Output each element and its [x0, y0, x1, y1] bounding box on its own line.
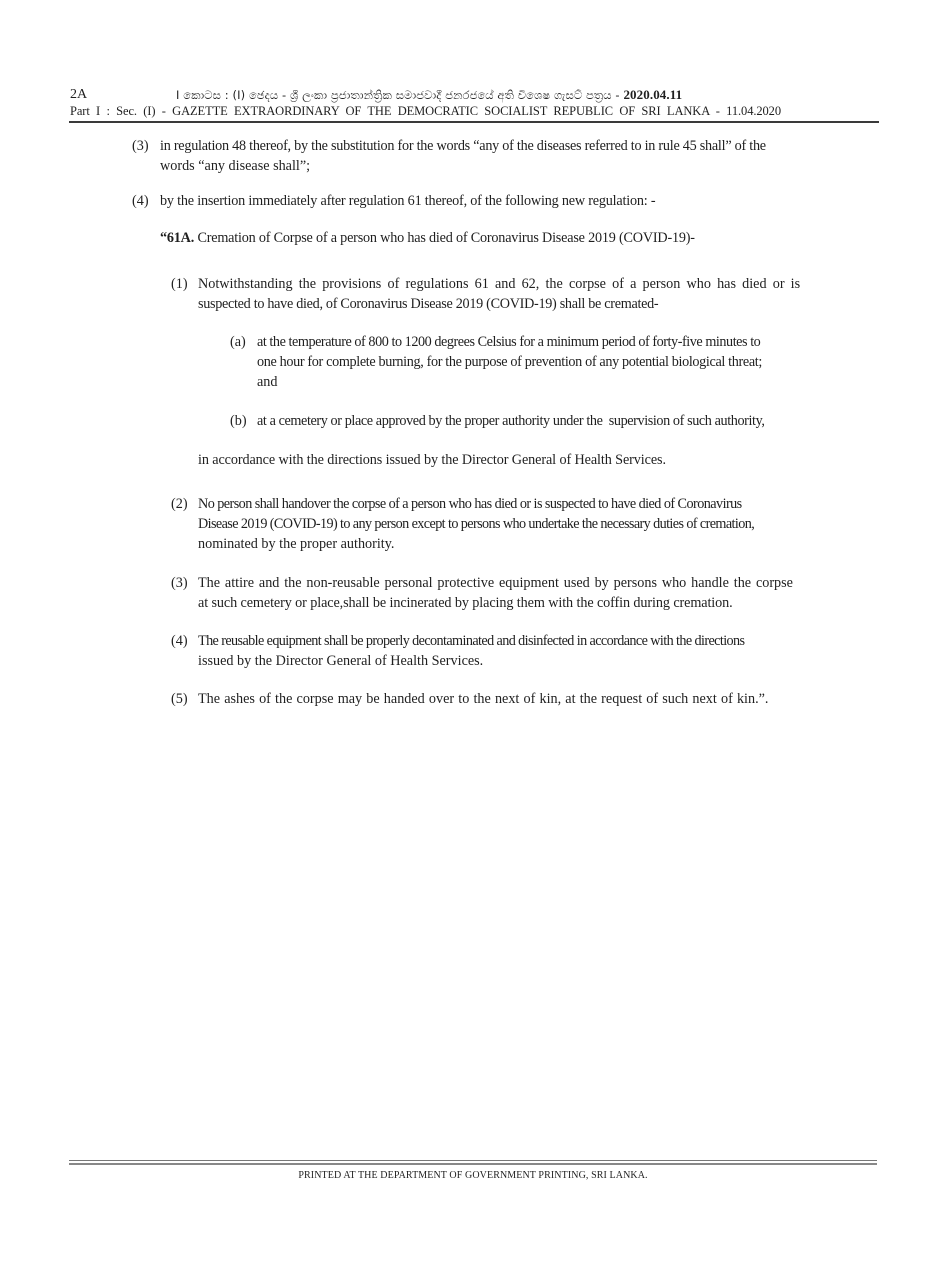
- item-4-number: (4): [132, 193, 149, 209]
- header-sinhala-line: [70, 87, 880, 105]
- sub-4-number: (4): [171, 633, 188, 649]
- item-3-line-2: words “any disease shall”;: [160, 158, 311, 174]
- sub-3-number: (3): [171, 575, 188, 591]
- sub-5-number: (5): [171, 691, 188, 707]
- sub-3-line-1: The attire and the non-reusable personal protective equipment used by persons who handle the corpse: [198, 575, 793, 591]
- sinhala-title: [176, 87, 682, 103]
- footer-rule-top: [69, 1160, 877, 1161]
- sub-1a-line-1: at the temperature of 800 to 1200 degrees Celsius for a minimum period of forty-five minutes to: [257, 334, 761, 350]
- sinhala-date: 2020.04.11: [623, 87, 683, 102]
- sub-4-line-2: issued by the Director General of Health Services.: [198, 653, 484, 669]
- sub-1a-line-3: and: [257, 374, 278, 390]
- sub-2-line-3: nominated by the proper authority.: [198, 536, 395, 552]
- sub-1-line-2: suspected to have died, of Coronavirus Disease 2019 (COVID-19) shall be cremated-: [198, 296, 659, 312]
- sub-1b-number: (b): [230, 413, 247, 429]
- regulation-61a-label: “61A.: [160, 230, 195, 246]
- sub-4-line-1: The reusable equipment shall be properly decontaminated and disinfected in accordance with the directions: [198, 633, 745, 649]
- header-english-title: Part I : Sec. (I) - GAZETTE EXTRAORDINARY OF THE DEMOCRATIC SOCIALIST REPUBLIC OF SRI LANKA - 11.04.2020: [70, 104, 781, 118]
- item-3-line-1: in regulation 48 thereof, by the substitution for the words “any of the diseases referred to in rule 45 shall” of the: [160, 138, 766, 154]
- sub-1a-line-2: one hour for complete burning, for the purpose of prevention of any potential biological threat;: [257, 354, 762, 370]
- sub-2-line-2: Disease 2019 (COVID-19) to any person except to persons who undertake the necessary duties of cremation,: [198, 516, 755, 532]
- sub-1a-number: (a): [230, 334, 246, 350]
- regulation-61a-heading: [160, 229, 695, 249]
- header-rule: [69, 121, 879, 123]
- sub-2-line-1: No person shall handover the corpse of a person who has died or is suspected to have died of Coronavirus: [198, 496, 742, 512]
- sub-1b-line-1: at a cemetery or place approved by the proper authority under the supervision of such authority,: [257, 413, 765, 429]
- page-number: 2A: [70, 87, 88, 102]
- sinhala-title-text: I කොටස : (I) ඡෙදය - ශ්‍රී ලංකා ප්‍රජාතාන්ත්‍රික සමාජවාදී ජනරජයේ අති විශෙෂ ගැසට් පත්‍රය -: [176, 88, 620, 102]
- sub-2-number: (2): [171, 496, 188, 512]
- sub-3-line-2: at such cemetery or place,shall be incinerated by placing them with the coffin during cremation.: [198, 595, 733, 611]
- accordance-line: in accordance with the directions issued by the Director General of Health Services.: [198, 452, 666, 468]
- item-4-line-1: by the insertion immediately after regulation 61 thereof, of the following new regulation: -: [160, 193, 656, 209]
- sub-5-line-1: The ashes of the corpse may be handed over to the next of kin, at the request of such next of kin.”.: [198, 691, 769, 707]
- sub-1-line-1: Notwithstanding the provisions of regulations 61 and 62, the corpse of a person who has died or is: [198, 276, 801, 292]
- footer-printer-line: PRINTED AT THE DEPARTMENT OF GOVERNMENT PRINTING, SRI LANKA.: [298, 1170, 648, 1181]
- sub-1-number: (1): [171, 276, 188, 292]
- footer-rule-bottom: [69, 1163, 877, 1165]
- item-3-number: (3): [132, 138, 149, 154]
- regulation-61a-title: Cremation of Corpse of a person who has died of Coronavirus Disease 2019 (COVID-19)-: [197, 230, 695, 246]
